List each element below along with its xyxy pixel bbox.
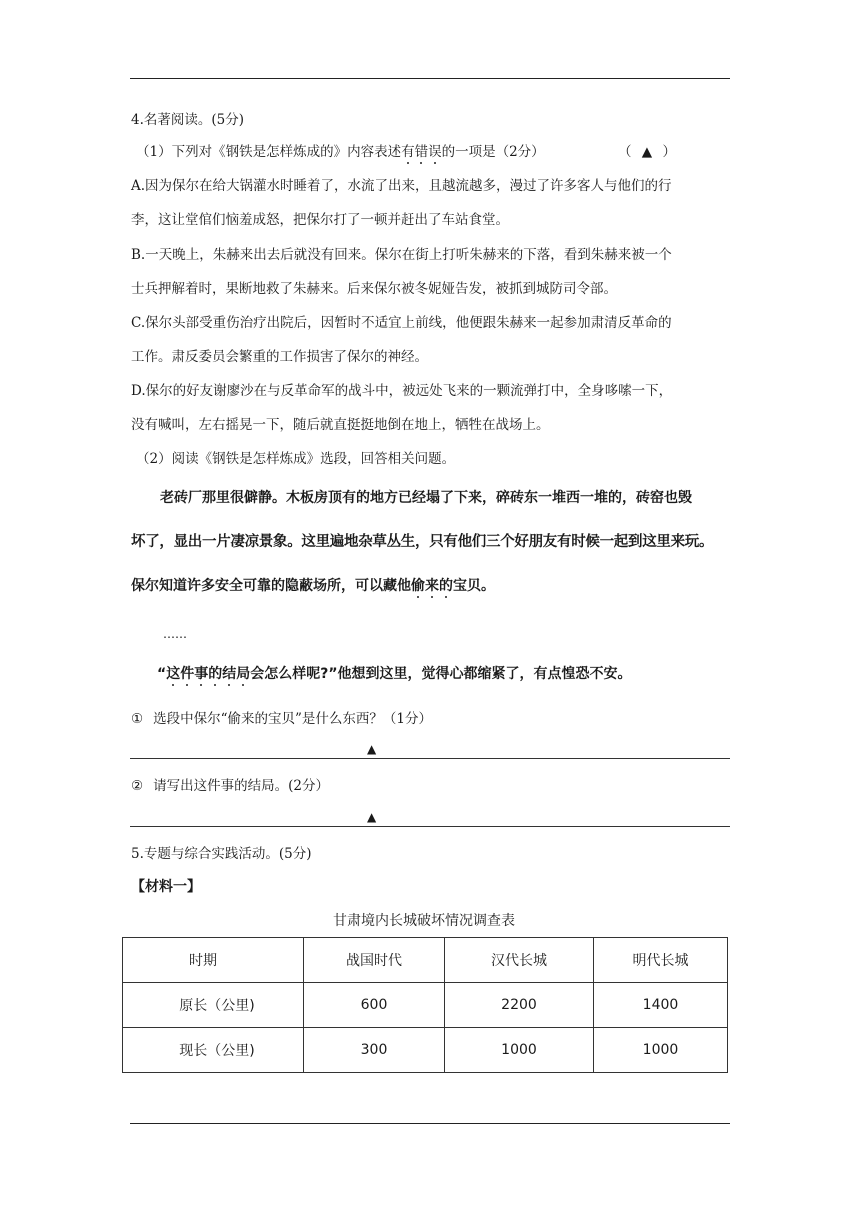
q4-sub2: （2）阅读《钢铁是怎样炼成》选段，回答相关问题。 [136,451,456,467]
emphasis-char: 局 [236,666,251,682]
option-line: 李，这让堂倌们恼羞成怒，把保尔打了一顿并赶出了车站食堂。 [131,212,509,228]
emphasis-char: 有 [401,144,415,160]
option-line: C.保尔头部受重伤治疗出院后，因暂时不适宜上前线，他便跟朱赫来一起参加肃清反革命的 [131,315,672,331]
emphasis-char: 的 [208,666,223,682]
answer-triangle-icon: ▲ [367,810,377,824]
emphasis-char: 误 [428,144,442,160]
answer-line[interactable] [130,826,730,827]
q4-sub1-text: （1）下列对《钢铁是怎样炼成的》内容表述 [136,144,402,160]
bracket-close: ） [662,144,676,160]
emphasis-char: 这 [166,666,181,682]
table-cell: 1000 [445,1028,594,1073]
material-label: 【材料一】 [131,879,201,895]
q5-title: 5.专题与综合实践活动。(5分) [131,846,312,862]
table-cell: 现长（公里) [123,1028,304,1073]
answer-bracket [618,142,676,162]
table-cell: 600 [304,983,445,1028]
emphasis-char: 来 [425,578,439,594]
passage-line: 坏了，显出一片凄凉景象。这里遍地杂草丛生，只有他们三个好朋友有时候一起到这里来玩。 [131,534,714,550]
passage-text: 会怎么样呢?”他想到这里，觉得心都缩紧了，有点惶恐不安。 [250,666,632,682]
option-line: B.一天晚上，朱赫来出去后就没有回来。保尔在街上打听朱赫来的下落，看到朱赫来被一个 [131,247,672,263]
q4-sub1-text-after: 的一项是（2分） [441,144,545,160]
quote-open: “ [157,666,167,682]
question-text: 选段中保尔“偷来的宝贝”是什么东西？（1分） [153,711,433,727]
bracket-open: （ [618,144,632,160]
table-header-cell: 战国时代 [304,938,445,983]
q4-sub1 [136,142,545,162]
question-2 [131,776,329,796]
emphasis-char: 事 [194,666,209,682]
question-number: ① [131,711,144,727]
table-cell: 300 [304,1028,445,1073]
option-line: D.保尔的好友谢廖沙在与反革命军的战斗中，被远处飞来的一颗流弹打中，全身哆嗦一下， [131,383,673,399]
table-header-cell: 时期 [123,938,304,983]
option-line: 士兵押解着时，果断地救了朱赫来。后来保尔被冬妮娅告发，被抓到城防司令部。 [131,281,617,297]
table-cell: 2200 [445,983,594,1028]
option-line: 工作。肃反委员会繁重的工作损害了保尔的神经。 [131,349,428,365]
passage-text: 保尔知道许多安全可靠的隐蔽场所，可以藏他 [131,578,411,594]
passage-line: 老砖厂那里很僻静。木板房顶有的地方已经塌了下来，碎砖东一堆西一堆的，砖窑也毁 [160,490,692,506]
table-title: 甘肃境内长城破坏情况调查表 [333,913,515,929]
survey-table [122,937,728,1073]
table-header-cell: 汉代长城 [445,938,594,983]
table-cell: 原长（公里) [123,983,304,1028]
answer-line[interactable] [130,758,730,759]
table-row [123,983,728,1028]
q4-title: 4.名著阅读。(5分) [131,112,245,128]
passage-line [131,576,495,596]
passage-text: 宝贝。 [453,578,495,594]
emphasis-char: 错 [414,144,429,160]
header-rule [130,78,730,79]
question-1 [131,709,432,729]
emphasis-char: 的 [439,578,453,594]
emphasis-char: 结 [222,666,237,682]
footer-rule [130,1123,730,1124]
question-text: 请写出这件事的结局。(2分） [153,778,329,794]
table-cell: 1000 [594,1028,728,1073]
table-header-cell: 明代长城 [594,938,728,983]
option-line: A.因为保尔在给大锅灌水时睡着了，水流了出来，且越流越多，漫过了许多客人与他们的行 [131,178,672,194]
passage-ellipsis: …… [163,627,187,641]
table-row [123,1028,728,1073]
question-number: ② [131,778,144,794]
emphasis-char: 件 [180,666,195,682]
emphasis-char: 偷 [411,578,425,594]
table-header-row [123,938,728,983]
answer-triangle-icon: ▲ [367,742,377,756]
passage-line [157,664,632,684]
option-line: 没有喊叫，左右摇晃一下，随后就直挺挺地倒在地上，牺牲在战场上。 [131,417,550,433]
table-cell: 1400 [594,983,728,1028]
answer-triangle-icon: ▲ [641,144,653,160]
